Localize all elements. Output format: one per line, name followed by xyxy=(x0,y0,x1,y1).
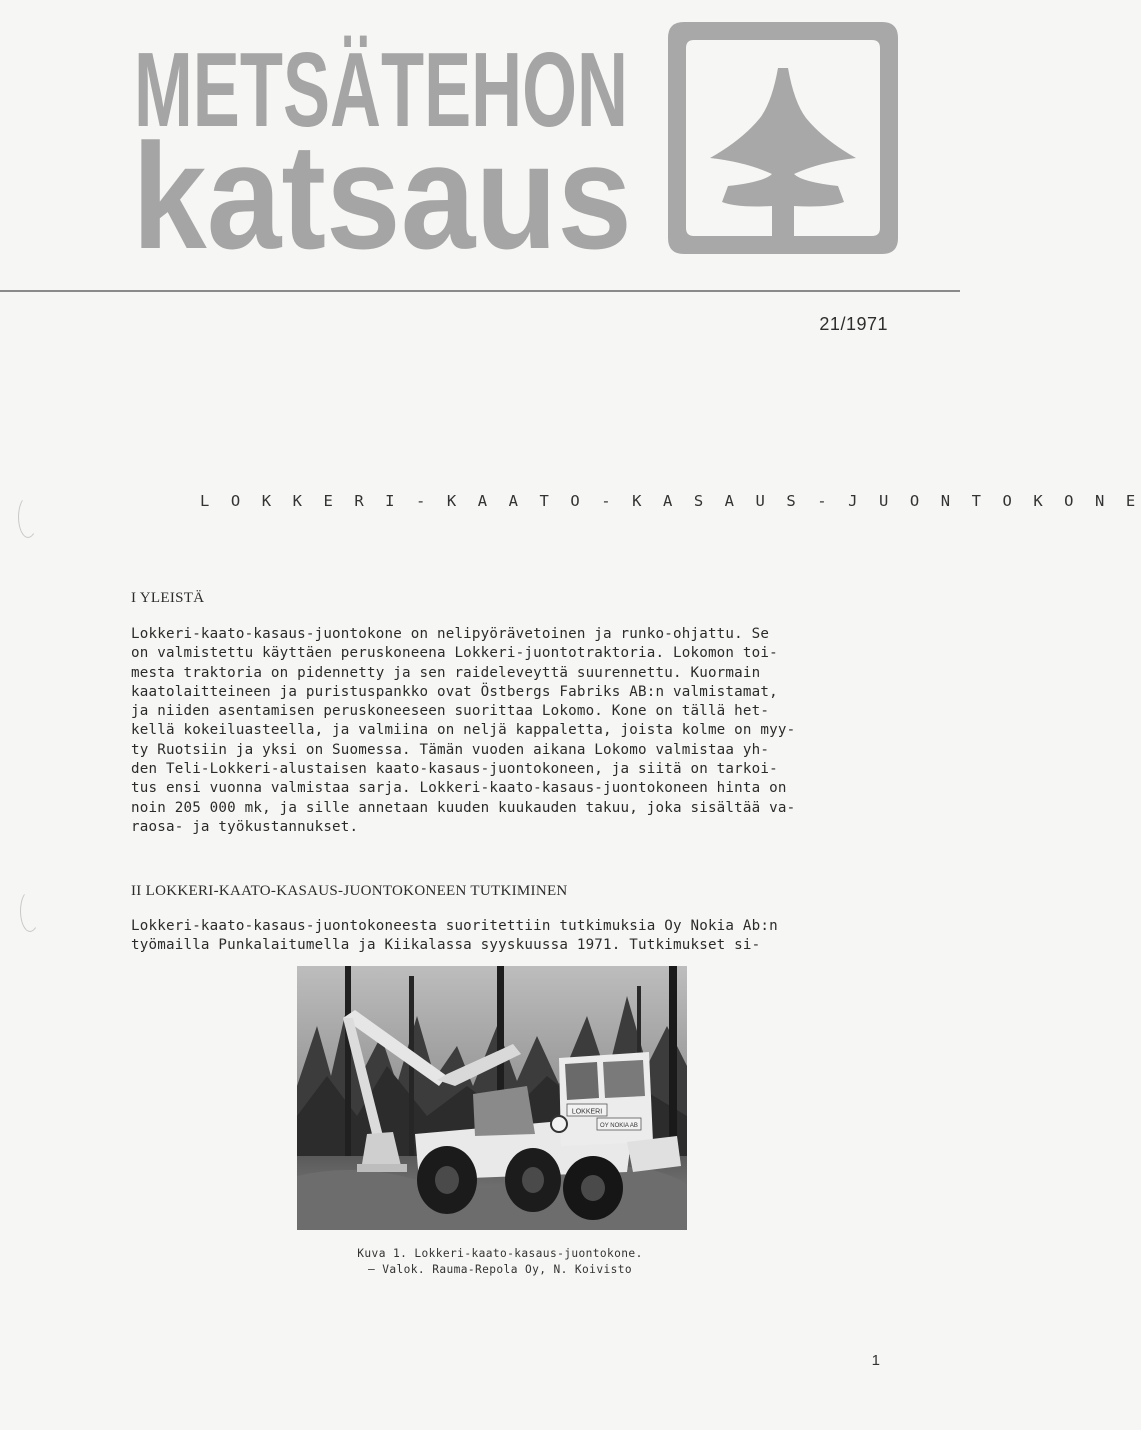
caption-line: — Valok. Rauma-Repola Oy, N. Koivisto xyxy=(367,1263,632,1276)
text-line: raosa- ja työkustannukset. xyxy=(131,818,359,835)
text-line: tus ensi vuonna valmistaa sarja. Lokkeri-kaato-kasaus-juontokoneen hinta on xyxy=(131,780,787,797)
text-line: kellä kokeiluasteella, ja valmiina on neljä kappaletta, joista kolme on myy- xyxy=(131,722,796,739)
masthead-title xyxy=(130,22,650,280)
text-line: Lokkeri-kaato-kasaus-juontokone on nelipyörävetoinen ja runko-ohjattu. Se xyxy=(131,626,770,642)
masthead-title-line2: katsaus xyxy=(132,112,632,280)
punch-mark xyxy=(18,496,38,538)
document-title: L O K K E R I - K A A T O - K A S A U S - J U O N T O K O N E xyxy=(200,492,1141,510)
section-body xyxy=(131,917,891,956)
masthead-title-line1: METSÄTEHON xyxy=(134,31,628,149)
text-line: Lokkeri-kaato-kasaus-juontokoneesta suoritettiin tutkimuksia Oy Nokia Ab:n xyxy=(131,918,778,934)
punch-mark xyxy=(20,890,40,932)
text-line: on valmistettu käyttäen peruskoneena Lokkeri-juontotraktoria. Lokomon toi- xyxy=(131,645,778,662)
text-line: mesta traktoria on pidennetty ja sen raideleveyttä suurennettu. Kuormain xyxy=(131,664,761,681)
section-heading: II LOKKERI-KAATO-KASAUS-JUONTOKONEEN TUTKIMINEN xyxy=(131,883,568,899)
text-line: ja niiden asentamisen peruskoneeseen suorittaa Lokomo. Kone on tällä het- xyxy=(131,703,770,720)
tree-in-frame-icon xyxy=(668,22,898,254)
door-sign: OY NOKIA AB xyxy=(600,1123,638,1129)
text-line: den Teli-Lokkeri-alustaisen kaato-kasaus-juontokoneen, ja siitä on tarkoi- xyxy=(131,761,778,778)
text-line: ty Ruotsiin ja yksi on Suomessa. Tämän vuoden aikana Lokomo valmistaa yh- xyxy=(131,741,770,758)
photo xyxy=(297,966,687,1230)
section-heading: I YLEISTÄ xyxy=(131,590,205,606)
text-line: noin 205 000 mk, ja sille annetaan kuuden kuukauden takuu, joka sisältää va- xyxy=(131,799,796,816)
photo-illustration xyxy=(297,966,687,1230)
caption-line: Kuva 1. Lokkeri-kaato-kasaus-juontokone. xyxy=(357,1247,643,1260)
section-body xyxy=(131,625,891,837)
photo-caption xyxy=(300,1246,700,1278)
text-line: työmailla Punkalaitumella ja Kiikalassa syyskuussa 1971. Tutkimukset si- xyxy=(131,937,761,954)
cab-sign: LOKKERI xyxy=(571,1108,603,1116)
issue-number: 21/1971 xyxy=(819,314,888,334)
header-rule xyxy=(0,290,960,292)
page-number: 1 xyxy=(871,1352,880,1369)
text-line: kaatolaitteineen ja puristuspankko ovat Östbergs Fabriks AB:n valmistamat, xyxy=(131,683,778,700)
